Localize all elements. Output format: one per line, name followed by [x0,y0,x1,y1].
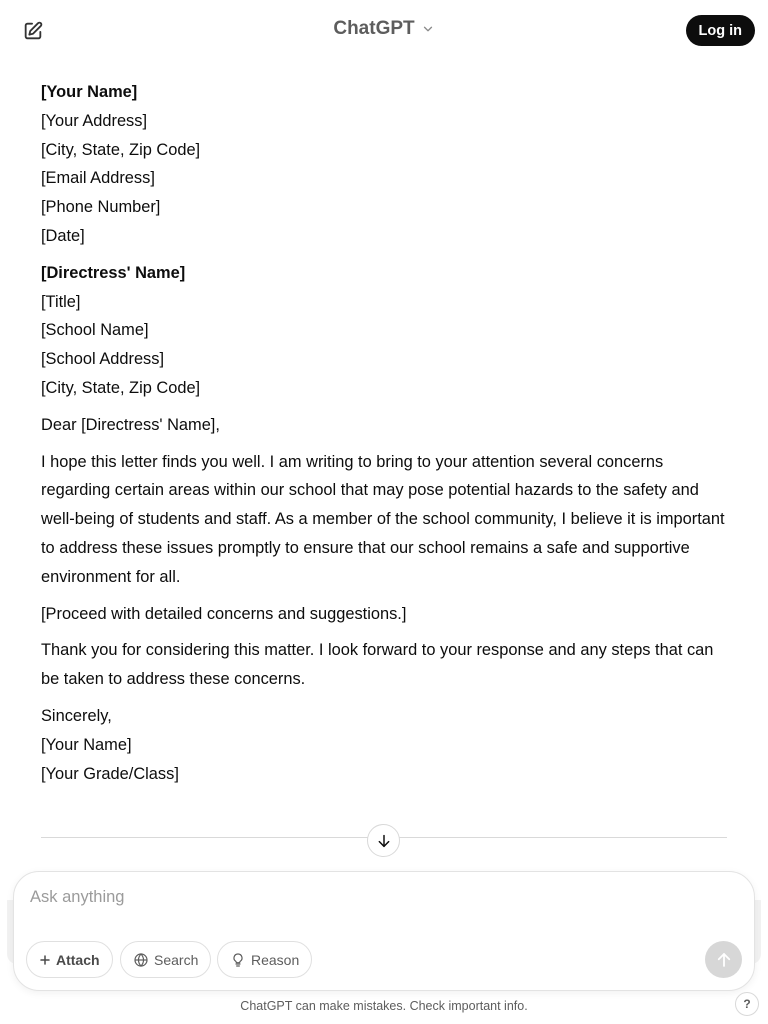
scroll-down-button[interactable] [367,824,400,857]
sender-name: [Your Name] [41,83,138,101]
sender-date: [Date] [41,226,85,245]
plus-icon [39,954,51,966]
arrow-up-icon [715,951,733,969]
chevron-down-icon [421,22,435,36]
body-paragraph: Thank you for considering this matter. I look forward to your response and any steps that can be taken to address these concerns. [41,641,714,689]
reason-button[interactable] [217,941,312,978]
reason-label: Reason [251,951,300,968]
closing-grade: [Your Grade/Class] [41,764,179,783]
sender-block [41,78,731,251]
lightbulb-icon [230,952,246,968]
search-button[interactable] [120,941,211,978]
recipient-title: [Title] [41,292,81,311]
help-button[interactable]: ? [735,992,759,1016]
closing-line: Sincerely, [41,706,112,725]
sender-phone: [Phone Number] [41,198,161,217]
send-button[interactable] [705,941,742,978]
body-paragraph: [Proceed with detailed concerns and suggestions.] [41,604,407,623]
prompt-input[interactable] [30,884,670,910]
recipient-name: [Directress' Name] [41,263,186,282]
assistant-message [41,78,731,796]
page-title: ChatGPT [333,18,415,39]
recipient-school: [School Name] [41,321,149,340]
recipient-city: [City, State, Zip Code] [41,378,201,397]
disclaimer: ChatGPT can make mistakes. Check important info. [240,999,528,1013]
closing-name: [Your Name] [41,735,132,754]
attach-button[interactable] [26,941,113,978]
attach-label: Attach [56,951,100,968]
body-paragraph: I hope this letter finds you well. I am writing to bring to your attention several concerns regarding certain areas within our school that may pose potential hazards to the safety and well-being of students and staff. As a member of the school community, I believe it is important to address these issues promptly to ensure that our school remains a safe and supportive environment for all. [41,452,725,586]
sender-email: [Email Address] [41,169,155,188]
recipient-block [41,259,731,403]
model-selector[interactable] [333,18,434,40]
recipient-address: [School Address] [41,350,165,369]
sender-address: [Your Address] [41,111,148,130]
salutation: Dear [Directress' Name], [41,415,220,434]
closing-block [41,702,731,788]
composer [13,871,755,991]
login-button[interactable]: Log in [686,15,756,46]
search-label: Search [154,951,199,968]
arrow-down-icon [376,833,392,849]
top-bar [0,0,768,62]
globe-icon [133,952,149,968]
sender-city: [City, State, Zip Code] [41,140,201,159]
